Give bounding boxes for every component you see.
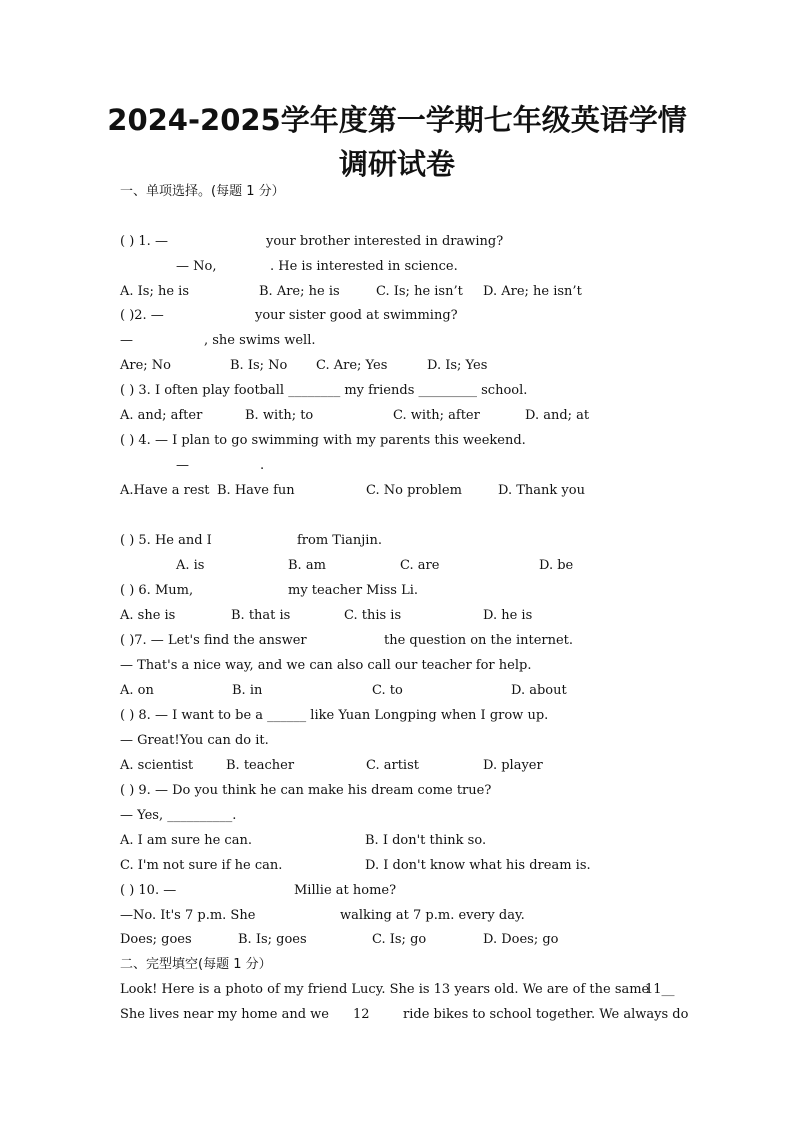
q7-option-c: C. to — [372, 683, 403, 698]
q6-number: ( ) 6. Mum, — [120, 583, 194, 598]
q2-option-c: C. Are; Yes — [316, 358, 388, 373]
q3-option-b: B. with; to — [245, 408, 314, 423]
q7-option-a: A. on — [120, 683, 154, 698]
q1-stem: your brother interested in drawing? — [266, 234, 504, 249]
q5-option-a: A. is — [176, 558, 205, 573]
q10-option-b: B. Is; goes — [238, 932, 307, 947]
q7-option-b: B. in — [232, 683, 263, 698]
q3-option-a: A. and; after — [120, 408, 203, 423]
q7-stem: the question on the internet. — [384, 633, 574, 648]
q10-reply-a: —No. It's 7 p.m. She — [120, 908, 256, 923]
q10-option-d: D. Does; go — [483, 932, 559, 947]
q4-option-b: B. Have fun — [217, 483, 295, 498]
q2-reply-a: — — [120, 333, 133, 348]
q7-option-d: D. about — [511, 683, 567, 698]
passage-line-2b: ride bikes to school together. We always do — [403, 1007, 689, 1022]
q7-reply: — That's a nice way, and we can also call our teacher for help. — [120, 658, 532, 673]
q5-option-b: B. am — [288, 558, 326, 573]
q6-option-b: B. that is — [231, 608, 291, 623]
q5-number: ( ) 5. He and I — [120, 533, 212, 548]
q4-reply-a: — — [176, 458, 189, 473]
q2-option-d: D. Is; Yes — [427, 358, 488, 373]
q9-stem: ( ) 9. — Do you think he can make his dream come true? — [120, 783, 492, 798]
q8-stem: ( ) 8. — I want to be a ______ like Yuan Longping when I grow up. — [120, 708, 549, 723]
q1-number: ( ) 1. — — [120, 234, 168, 249]
q4-option-a: A.Have a rest — [120, 483, 210, 498]
q6-option-a: A. she is — [120, 608, 176, 623]
q8-reply: — Great!You can do it. — [120, 733, 269, 748]
passage-line-2a: She lives near my home and we — [120, 1007, 329, 1022]
q9-option-b: B. I don't think so. — [365, 833, 487, 848]
q6-option-c: C. this is — [344, 608, 402, 623]
q5-option-d: D. be — [539, 558, 574, 573]
q8-option-b: B. teacher — [226, 758, 295, 773]
q10-stem: Millie at home? — [294, 883, 397, 898]
q10-reply-b: walking at 7 p.m. every day. — [340, 908, 525, 923]
q2-option-b: B. Is; No — [230, 358, 288, 373]
q1-option-c: C. Is; he isn’t — [376, 284, 463, 299]
q3-option-d: D. and; at — [525, 408, 590, 423]
q1-option-d: D. Are; he isn’t — [483, 284, 582, 299]
q4-reply-b: . — [260, 458, 265, 473]
q4-stem: ( ) 4. — I plan to go swimming with my parents this weekend. — [120, 433, 526, 448]
q2-stem: your sister good at swimming? — [255, 308, 458, 323]
q8-option-a: A. scientist — [120, 758, 194, 773]
q6-stem: my teacher Miss Li. — [288, 583, 419, 598]
exam-title-line-1: 2024-2025学年度第一学期七年级英语学情 — [107, 103, 687, 137]
q4-option-d: D. Thank you — [498, 483, 585, 498]
q4-option-c: C. No problem — [366, 483, 462, 498]
q6-option-d: D. he is — [483, 608, 533, 623]
q2-number: ( )2. — — [120, 308, 164, 323]
q8-option-d: D. player — [483, 758, 543, 773]
q2-reply-b: , she swims well. — [204, 333, 316, 348]
q9-option-a: A. I am sure he can. — [120, 833, 252, 848]
q9-option-d: D. I don't know what his dream is. — [365, 858, 591, 873]
exam-title-line-2: 调研试卷 — [338, 147, 455, 181]
q1-reply-a: — No, — [176, 259, 217, 274]
q10-option-c: C. Is; go — [372, 932, 427, 947]
q3-stem: ( ) 3. I often play football ________ my friends _________ school. — [120, 383, 528, 398]
q10-number: ( ) 10. — — [120, 883, 177, 898]
q3-option-c: C. with; after — [393, 408, 480, 423]
q1-reply-b: . He is interested in science. — [270, 259, 458, 274]
section-2-heading: 二、完型填空(每题 1 分） — [120, 957, 272, 972]
q9-reply: — Yes, __________. — [120, 808, 237, 823]
q5-option-c: C. are — [400, 558, 440, 573]
q7-number: ( )7. — Let's find the answer — [120, 633, 307, 648]
section-1-heading: 一、单项选择。(每题 1 分） — [120, 184, 285, 199]
q8-option-c: C. artist — [366, 758, 419, 773]
q1-option-a: A. Is; he is — [120, 284, 189, 299]
passage-blank-12: 12 — [353, 1007, 370, 1022]
q2-option-a: Are; No — [120, 358, 172, 373]
q5-stem: from Tianjin. — [297, 533, 382, 548]
q10-option-a: Does; goes — [120, 932, 192, 947]
passage-blank-11: 11__ — [645, 982, 675, 997]
q1-option-b: B. Are; he is — [259, 284, 340, 299]
passage-line-1: Look! Here is a photo of my friend Lucy. She is 13 years old. We are of the same — [120, 982, 650, 997]
q9-option-c: C. I'm not sure if he can. — [120, 858, 283, 873]
